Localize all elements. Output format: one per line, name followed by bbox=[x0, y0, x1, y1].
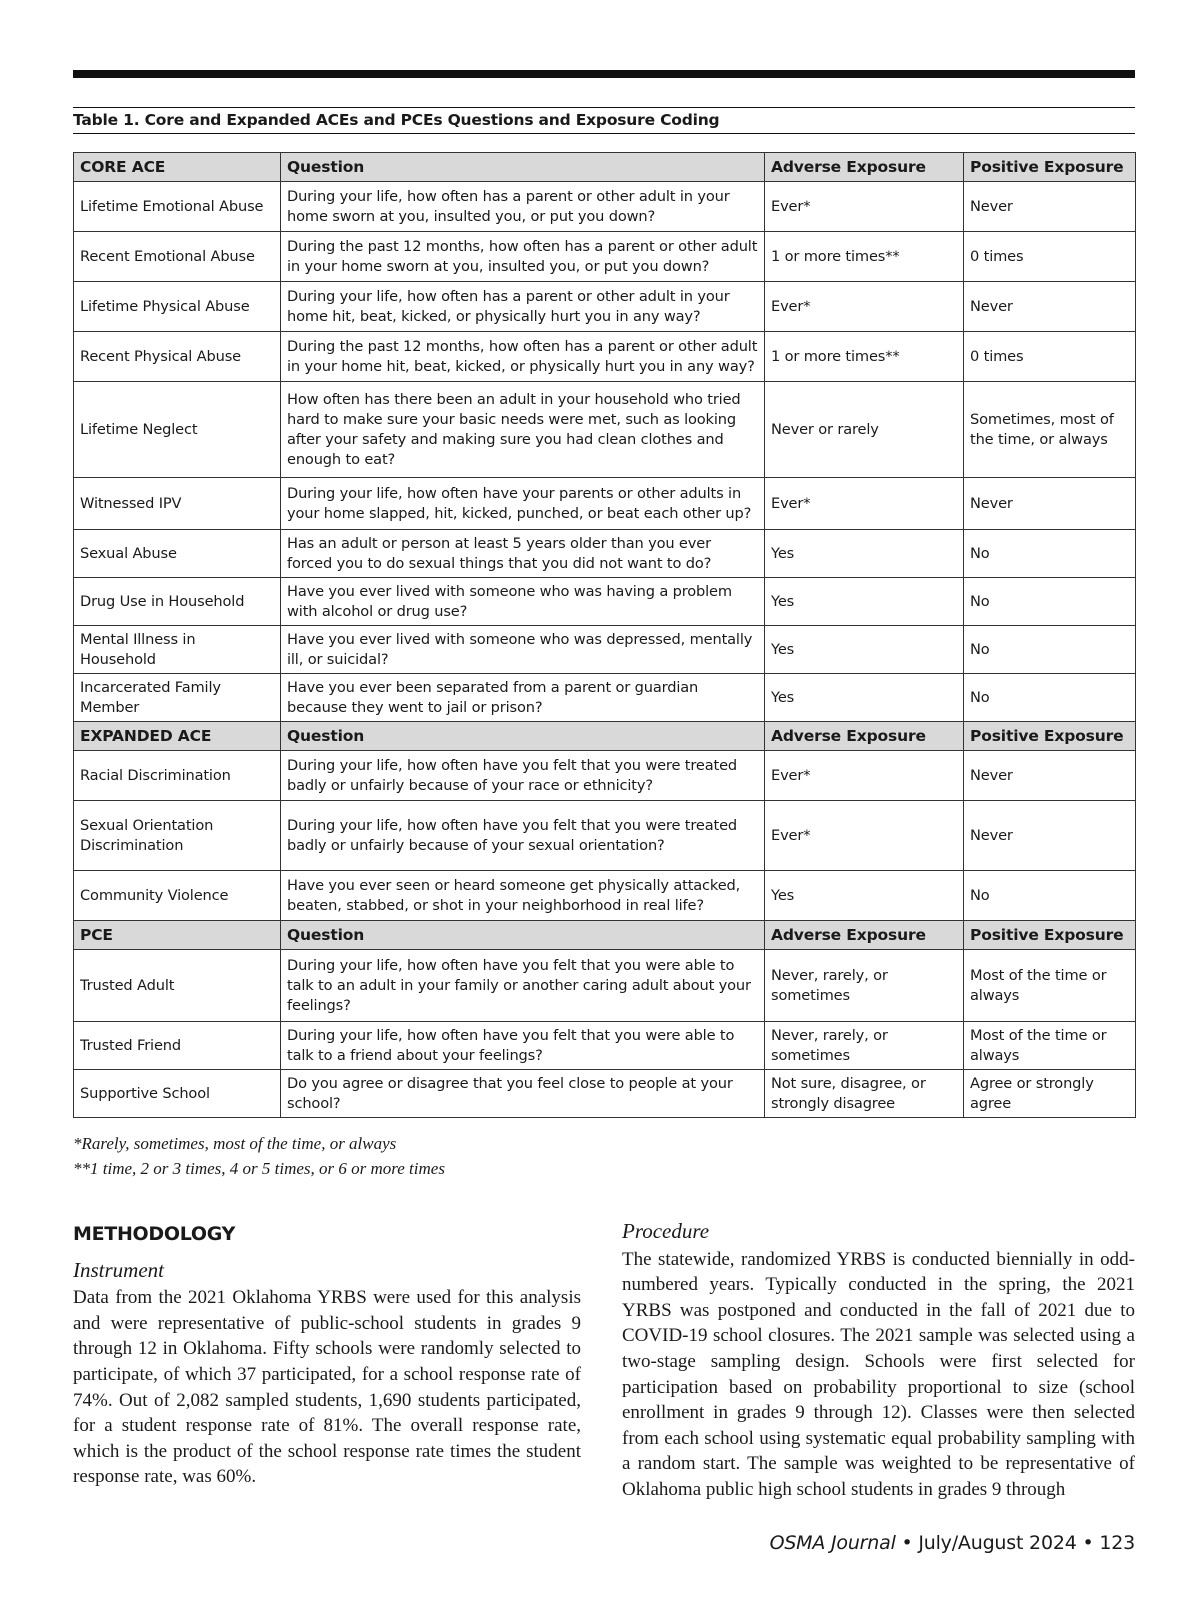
footnote: **1 time, 2 or 3 times, 4 or 5 times, or 6 or more times bbox=[73, 1159, 445, 1178]
positive-cell: 0 times bbox=[964, 332, 1136, 382]
positive-cell: No bbox=[964, 578, 1136, 626]
header-cell: EXPANDED ACE bbox=[74, 722, 281, 751]
header-cell: Positive Exposure bbox=[964, 722, 1136, 751]
table-row bbox=[74, 801, 1136, 871]
item-cell: Lifetime Physical Abuse bbox=[74, 282, 281, 332]
question-cell: Have you ever been separated from a parent or guardian because they went to jail or prison? bbox=[281, 674, 765, 722]
table-row bbox=[74, 332, 1136, 382]
item-cell: Sexual Orientation Discrimination bbox=[74, 801, 281, 871]
item-cell: Community Violence bbox=[74, 871, 281, 921]
table-row bbox=[74, 1070, 1136, 1118]
question-cell: Has an adult or person at least 5 years older than you ever forced you to do sexual things that you did not want to do? bbox=[281, 530, 765, 578]
page-footer bbox=[770, 1532, 1135, 1554]
positive-cell: Most of the time or always bbox=[964, 950, 1136, 1022]
positive-cell: Sometimes, most of the time, or always bbox=[964, 382, 1136, 478]
header-cell: PCE bbox=[74, 921, 281, 950]
header-cell: Question bbox=[281, 722, 765, 751]
top-rule bbox=[73, 70, 1135, 78]
positive-cell: Never bbox=[964, 182, 1136, 232]
table-row bbox=[74, 478, 1136, 530]
procedure-paragraph: The statewide, randomized YRBS is conducted biennially in odd-numbered years. Typically conducted in the spring, the 2021 YRBS was postponed and conducted in the fall of 2021 due to COVID-19 school closures. The 2021 sample was selected using a two-stage sampling design. Schools were first selected for participation based on probability proportional to size (school enrollment in grades 9 through 12). Classes were then selected from each school using systematic equal probability sampling with a random start. The sample was weighted to be representative of Oklahoma public high school students in grades 9 through bbox=[622, 1248, 1135, 1500]
right-column bbox=[622, 1219, 1135, 1503]
item-cell: Witnessed IPV bbox=[74, 478, 281, 530]
left-column bbox=[73, 1222, 581, 1490]
issue-date: July/August 2024 bbox=[918, 1532, 1077, 1554]
positive-cell: Most of the time or always bbox=[964, 1022, 1136, 1070]
table-section-header bbox=[74, 722, 1136, 751]
positive-cell: No bbox=[964, 626, 1136, 674]
item-cell: Drug Use in Household bbox=[74, 578, 281, 626]
header-cell: Adverse Exposure bbox=[765, 921, 964, 950]
table-row bbox=[74, 182, 1136, 232]
table-row bbox=[74, 530, 1136, 578]
positive-cell: Never bbox=[964, 282, 1136, 332]
item-cell: Recent Physical Abuse bbox=[74, 332, 281, 382]
adverse-cell: Ever* bbox=[765, 751, 964, 801]
question-cell: During your life, how often have you felt that you were able to talk to an adult in your family or another caring adult about your feelings? bbox=[281, 950, 765, 1022]
table-section-header bbox=[74, 153, 1136, 182]
question-cell: During your life, how often have your parents or other adults in your home slapped, hit, kicked, punched, or beat each other up? bbox=[281, 478, 765, 530]
table-row bbox=[74, 232, 1136, 282]
item-cell: Lifetime Neglect bbox=[74, 382, 281, 478]
question-cell: Have you ever lived with someone who was having a problem with alcohol or drug use? bbox=[281, 578, 765, 626]
question-cell: How often has there been an adult in your household who tried hard to make sure your basic needs were met, such as looking after your safety and making sure you had clean clothes and enough to eat? bbox=[281, 382, 765, 478]
item-cell: Lifetime Emotional Abuse bbox=[74, 182, 281, 232]
positive-cell: Never bbox=[964, 751, 1136, 801]
footer-separator: • bbox=[901, 1532, 919, 1554]
table-row bbox=[74, 382, 1136, 478]
adverse-cell: Yes bbox=[765, 871, 964, 921]
question-cell: During your life, how often have you felt that you were able to talk to a friend about your feelings? bbox=[281, 1022, 765, 1070]
table-row bbox=[74, 871, 1136, 921]
item-cell: Racial Discrimination bbox=[74, 751, 281, 801]
adverse-cell: 1 or more times** bbox=[765, 232, 964, 282]
adverse-cell: Not sure, disagree, or strongly disagree bbox=[765, 1070, 964, 1118]
header-cell: Question bbox=[281, 153, 765, 182]
item-cell: Recent Emotional Abuse bbox=[74, 232, 281, 282]
positive-cell: No bbox=[964, 674, 1136, 722]
positive-cell: Never bbox=[964, 478, 1136, 530]
footer-separator: • bbox=[1082, 1532, 1100, 1554]
instrument-paragraph: Data from the 2021 Oklahoma YRBS were used for this analysis and were representative of public-school students in grades 9 through 12 in Oklahoma. Fifty schools were randomly selected to participate, of which 37 participated, for a school response rate of 74%. Out of 2,082 sampled students, 1,690 students participated, for a student response rate of 81%. The overall response rate, which is the product of the school response rate times the student response rate, was 60%. bbox=[73, 1287, 581, 1488]
table-row bbox=[74, 282, 1136, 332]
header-cell: Positive Exposure bbox=[964, 921, 1136, 950]
item-cell: Incarcerated Family Member bbox=[74, 674, 281, 722]
table-footnotes bbox=[73, 1131, 445, 1181]
item-cell: Sexual Abuse bbox=[74, 530, 281, 578]
positive-cell: No bbox=[964, 871, 1136, 921]
header-cell: CORE ACE bbox=[74, 153, 281, 182]
question-cell: Have you ever lived with someone who was depressed, mentally ill, or suicidal? bbox=[281, 626, 765, 674]
table-title: Table 1. Core and Expanded ACEs and PCEs Questions and Exposure Coding bbox=[73, 111, 720, 129]
header-cell: Positive Exposure bbox=[964, 153, 1136, 182]
header-cell: Question bbox=[281, 921, 765, 950]
methodology-heading: METHODOLOGY bbox=[73, 1223, 236, 1245]
table-row bbox=[74, 751, 1136, 801]
item-cell: Trusted Adult bbox=[74, 950, 281, 1022]
adverse-cell: 1 or more times** bbox=[765, 332, 964, 382]
question-cell: Have you ever seen or heard someone get physically attacked, beaten, stabbed, or shot in your neighborhood in real life? bbox=[281, 871, 765, 921]
table-row bbox=[74, 674, 1136, 722]
header-cell: Adverse Exposure bbox=[765, 153, 964, 182]
table-row bbox=[74, 950, 1136, 1022]
adverse-cell: Never, rarely, or sometimes bbox=[765, 1022, 964, 1070]
positive-cell: Agree or strongly agree bbox=[964, 1070, 1136, 1118]
adverse-cell: Yes bbox=[765, 530, 964, 578]
item-cell: Mental Illness in Household bbox=[74, 626, 281, 674]
adverse-cell: Yes bbox=[765, 578, 964, 626]
question-cell: During your life, how often has a parent or other adult in your home hit, beat, kicked, or physically hurt you in any way? bbox=[281, 282, 765, 332]
adverse-cell: Ever* bbox=[765, 801, 964, 871]
procedure-heading: Procedure bbox=[622, 1219, 710, 1243]
footnote: *Rarely, sometimes, most of the time, or always bbox=[73, 1134, 397, 1153]
positive-cell: Never bbox=[964, 801, 1136, 871]
adverse-cell: Ever* bbox=[765, 182, 964, 232]
adverse-cell: Ever* bbox=[765, 282, 964, 332]
table-title-bar bbox=[73, 107, 1135, 134]
table-row bbox=[74, 626, 1136, 674]
item-cell: Supportive School bbox=[74, 1070, 281, 1118]
question-cell: During your life, how often has a parent or other adult in your home sworn at you, insulted you, or put you down? bbox=[281, 182, 765, 232]
instrument-heading: Instrument bbox=[73, 1257, 164, 1282]
question-cell: During the past 12 months, how often has a parent or other adult in your home hit, beat, kicked, or physically hurt you in any way? bbox=[281, 332, 765, 382]
table-row bbox=[74, 578, 1136, 626]
adverse-cell: Yes bbox=[765, 626, 964, 674]
adverse-cell: Never or rarely bbox=[765, 382, 964, 478]
question-cell: During your life, how often have you felt that you were treated badly or unfairly because of your race or ethnicity? bbox=[281, 751, 765, 801]
adverse-cell: Ever* bbox=[765, 478, 964, 530]
adverse-cell: Never, rarely, or sometimes bbox=[765, 950, 964, 1022]
question-cell: Do you agree or disagree that you feel close to people at your school? bbox=[281, 1070, 765, 1118]
positive-cell: No bbox=[964, 530, 1136, 578]
page-number: 123 bbox=[1099, 1532, 1135, 1554]
positive-cell: 0 times bbox=[964, 232, 1136, 282]
question-cell: During the past 12 months, how often has a parent or other adult in your home sworn at you, insulted you, or put you down? bbox=[281, 232, 765, 282]
table-row bbox=[74, 1022, 1136, 1070]
item-cell: Trusted Friend bbox=[74, 1022, 281, 1070]
table-section-header bbox=[74, 921, 1136, 950]
adverse-cell: Yes bbox=[765, 674, 964, 722]
header-cell: Adverse Exposure bbox=[765, 722, 964, 751]
question-cell: During your life, how often have you felt that you were treated badly or unfairly because of your sexual orientation? bbox=[281, 801, 765, 871]
journal-name: OSMA Journal bbox=[769, 1532, 896, 1554]
exposure-coding-table bbox=[73, 152, 1136, 1118]
